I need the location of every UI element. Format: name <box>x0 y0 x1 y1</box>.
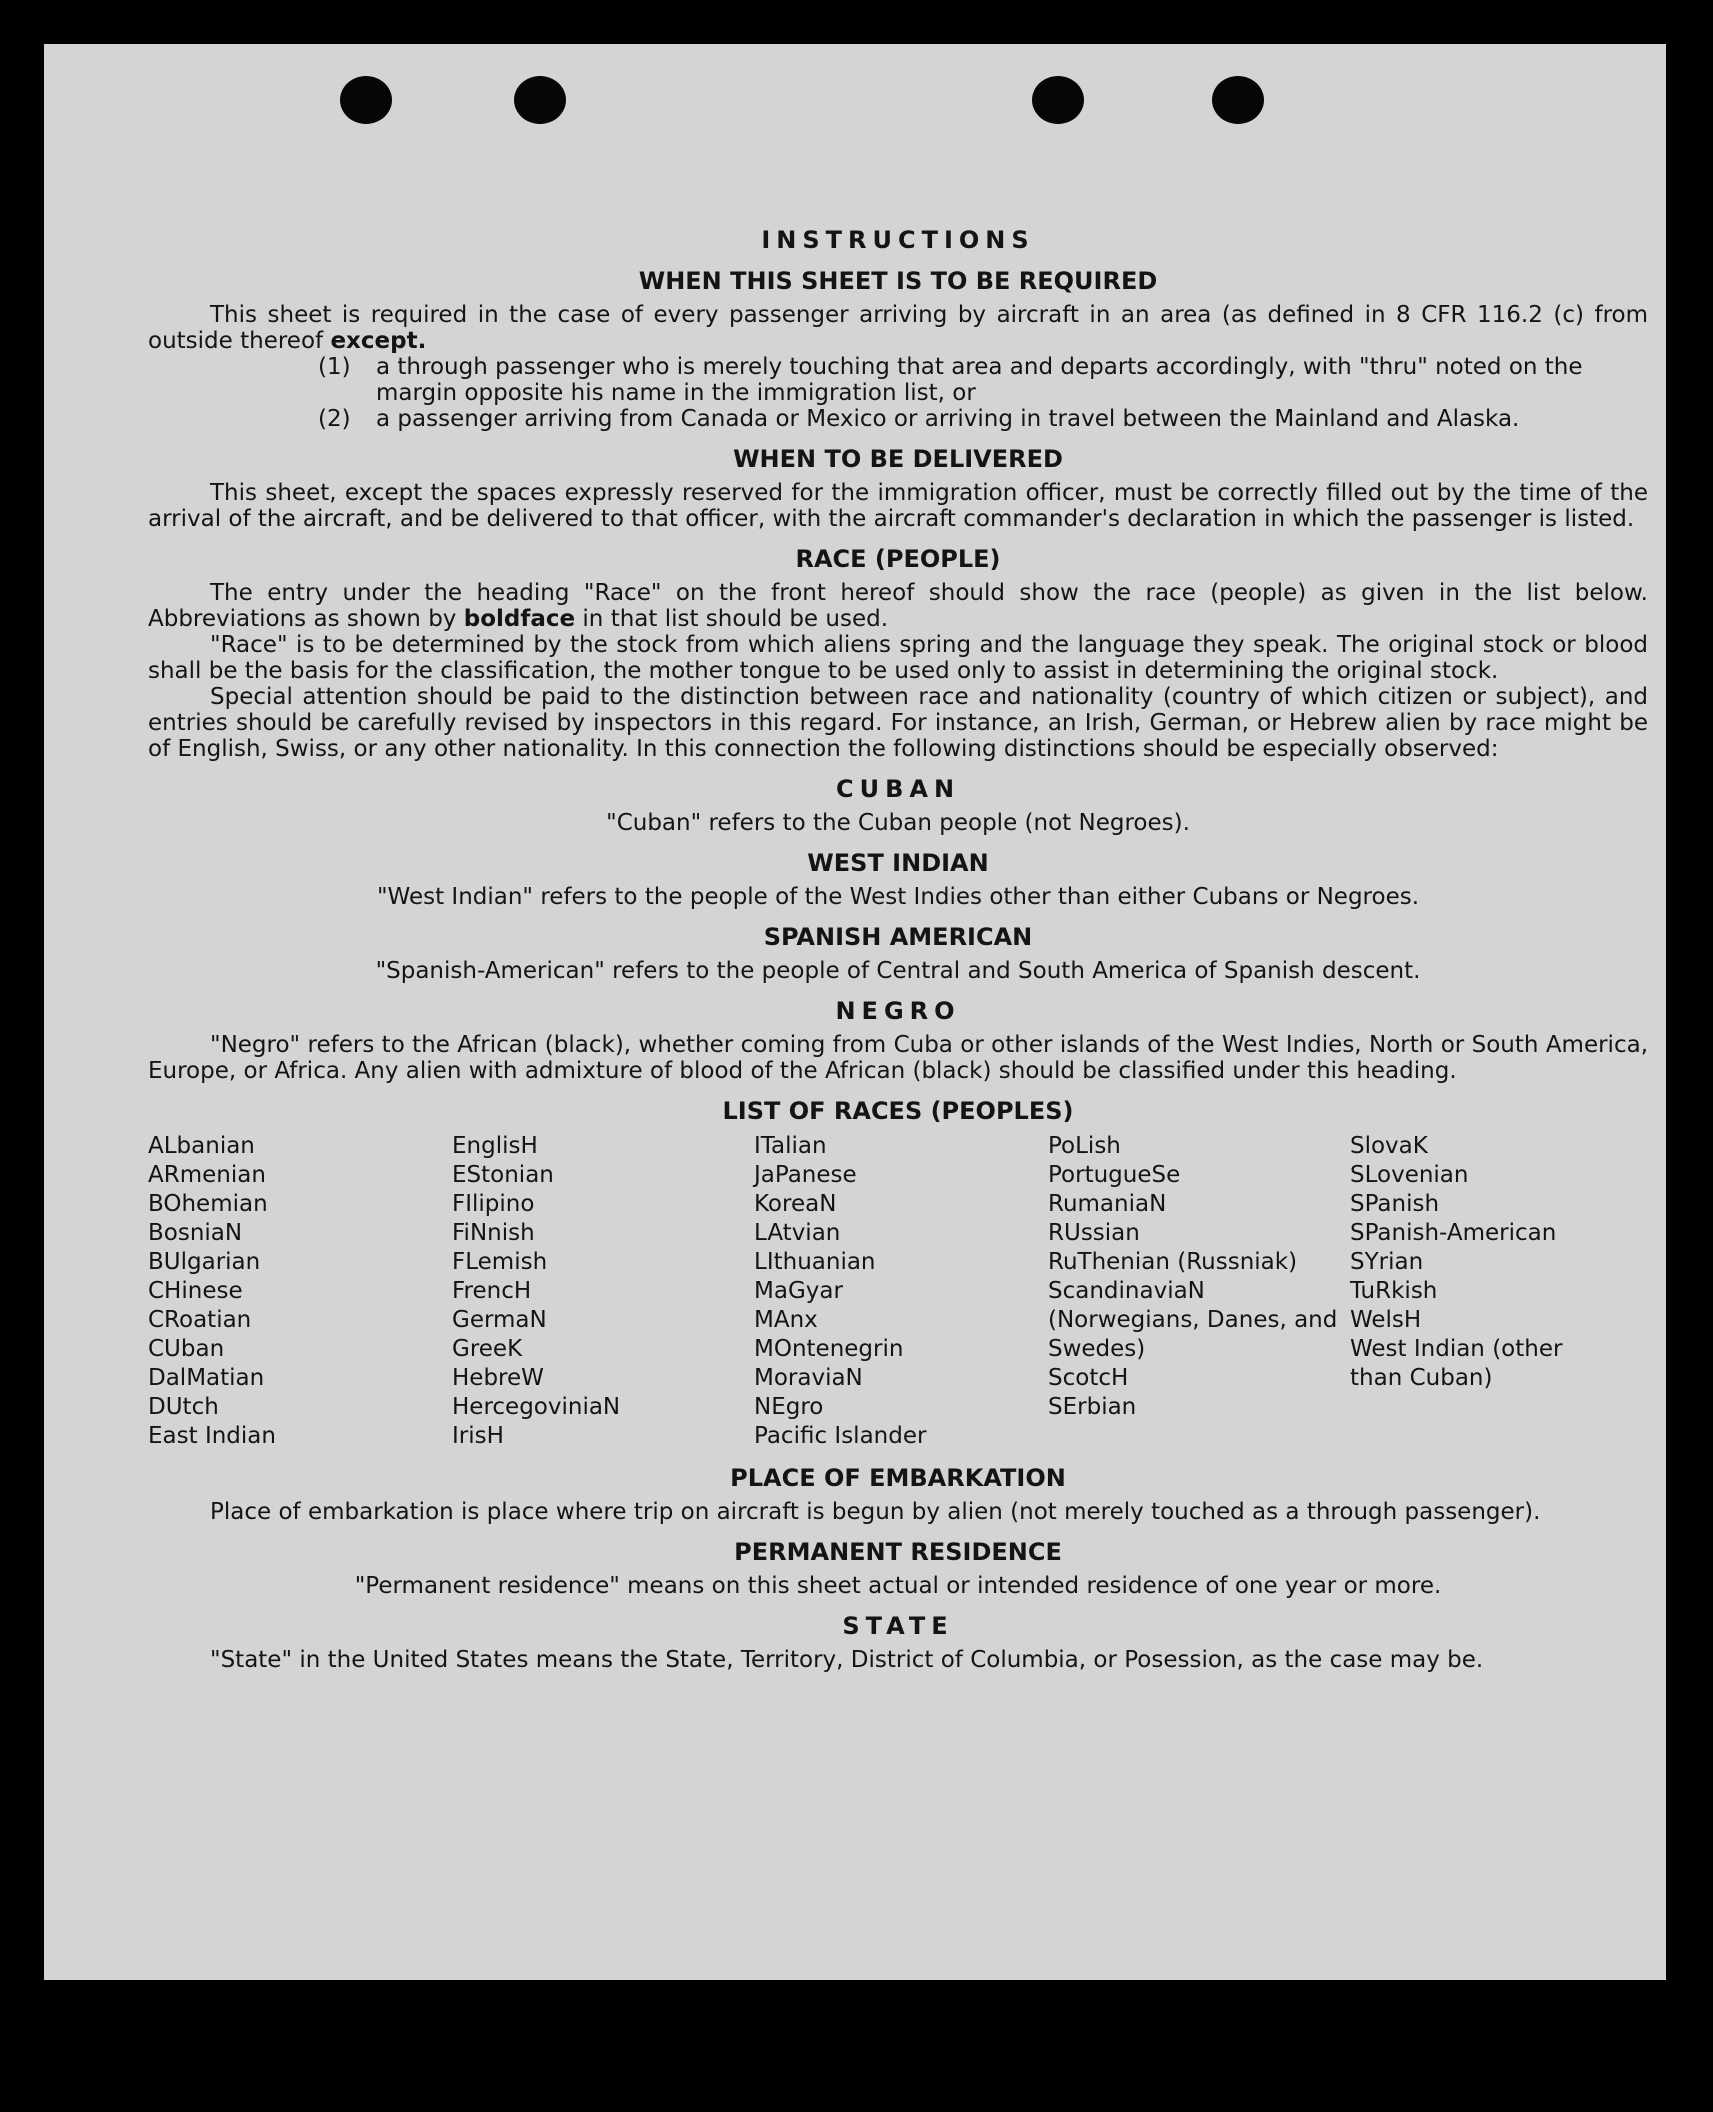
race-item: BosniaN <box>148 1220 243 1246</box>
race-item: FiNnish <box>452 1220 535 1246</box>
race-item: LIthuanian <box>754 1249 876 1275</box>
race-item: SErbian <box>1048 1394 1137 1420</box>
race-text-2: "Race" is to be determined by the stock from which aliens spring and the language they speak. The original stock or blood shall be the basis for the classification, the mother tongue to be used only to assist in determining the original stock. <box>148 632 1648 684</box>
section-heading-race: RACE (PEOPLE) <box>795 545 1001 573</box>
race-column <box>1048 1132 1350 1451</box>
required-text: This sheet is required in the case of every passenger arriving by aircraft in an area (as defined in 8 CFR 116.2 (c) from outside thereof except. <box>148 302 1648 354</box>
punch-hole <box>1212 76 1264 124</box>
section-heading-west-indian: WEST INDIAN <box>807 849 989 877</box>
race-item: HebreW <box>452 1365 544 1391</box>
page-title: INSTRUCTIONS <box>761 226 1035 254</box>
race-item: East Indian <box>148 1423 276 1449</box>
list-item: (2) a passenger arriving from Canada or Mexico or arriving in travel between the Mainland and Alaska. <box>318 406 1520 432</box>
section-heading-delivered: WHEN TO BE DELIVERED <box>733 445 1063 473</box>
race-item: ScotcH <box>1048 1365 1129 1391</box>
except-bold: except. <box>330 328 427 354</box>
race-item: KoreaN <box>754 1191 837 1217</box>
race-item: ARmenian <box>148 1162 266 1188</box>
race-item: FIlipino <box>452 1191 535 1217</box>
race-item: MaGyar <box>754 1278 843 1304</box>
race-column <box>754 1132 1048 1451</box>
section-heading-list-of-races: LIST OF RACES (PEOPLES) <box>722 1097 1074 1125</box>
west-indian-text: "West Indian" refers to the people of the West Indies other than either Cubans or Negroes. <box>376 884 1420 910</box>
race-item: MoraviaN <box>754 1365 863 1391</box>
negro-text: "Negro" refers to the African (black), whether coming from Cuba or other islands of the West Indies, North or South America, Europe, or Africa. Any alien with admixture of blood of the African (black) should be classified under this heading. <box>148 1032 1648 1084</box>
race-item: BOhemian <box>148 1191 268 1217</box>
race-item: DUtch <box>148 1394 219 1420</box>
race-item: NEgro <box>754 1394 824 1420</box>
list-item: (1) a through passenger who is merely touching that area and departs accordingly, with "thru" noted on the margin opposite his name in the immigration list, or <box>318 354 1583 406</box>
instructions-content <box>148 184 1648 1673</box>
section-heading-embarkation: PLACE OF EMBARKATION <box>730 1464 1066 1492</box>
section-heading-required: WHEN THIS SHEET IS TO BE REQUIRED <box>638 267 1158 295</box>
race-item: SLovenian <box>1350 1162 1469 1188</box>
punch-hole <box>340 76 392 124</box>
race-item: WelsH <box>1350 1307 1422 1333</box>
race-column <box>1350 1132 1610 1451</box>
spanish-american-text: "Spanish-American" refers to the people of Central and South America of Spanish descent. <box>375 958 1421 984</box>
race-item: MOntenegrin <box>754 1336 904 1362</box>
race-item: RUssian <box>1048 1220 1140 1246</box>
section-heading-residence: PERMANENT RESIDENCE <box>734 1538 1062 1566</box>
race-item: ALbanian <box>148 1133 255 1159</box>
race-item: SPanish <box>1350 1191 1440 1217</box>
race-item: JaPanese <box>754 1162 857 1188</box>
race-item: SPanish-American <box>1350 1220 1557 1246</box>
race-item: Pacific Islander <box>754 1423 927 1449</box>
race-item: HercegoviniaN <box>452 1394 621 1420</box>
race-item: MAnx <box>754 1307 818 1333</box>
section-heading-state: STATE <box>842 1612 954 1640</box>
race-item: SYrian <box>1350 1249 1424 1275</box>
race-item: TuRkish <box>1350 1278 1438 1304</box>
race-item: RumaniaN <box>1048 1191 1167 1217</box>
race-item: FrencH <box>452 1278 532 1304</box>
race-item: EStonian <box>452 1162 554 1188</box>
race-item: ITalian <box>754 1133 827 1159</box>
race-item: DalMatian <box>148 1365 265 1391</box>
race-item: RuThenian (Russniak) <box>1048 1249 1298 1275</box>
state-text: "State" in the United States means the State, Territory, District of Columbia, or Posession, as the case may be. <box>210 1647 1484 1673</box>
race-item: CHinese <box>148 1278 243 1304</box>
punch-hole <box>1032 76 1084 124</box>
race-column <box>452 1132 754 1451</box>
race-list <box>148 1132 1648 1451</box>
race-item: BUlgarian <box>148 1249 261 1275</box>
section-heading-cuban: CUBAN <box>835 775 961 803</box>
residence-text: "Permanent residence" means on this sheet actual or intended residence of one year or more. <box>354 1573 1442 1599</box>
race-item: FLemish <box>452 1249 548 1275</box>
document-page <box>44 44 1666 1980</box>
embarkation-text: Place of embarkation is place where trip on aircraft is begun by alien (not merely touched as a through passenger). <box>210 1499 1541 1525</box>
section-heading-spanish-american: SPANISH AMERICAN <box>763 923 1033 951</box>
boldface-word: boldface <box>463 606 576 632</box>
race-item: IrisH <box>452 1423 504 1449</box>
race-item: EnglisH <box>452 1133 538 1159</box>
delivered-text: This sheet, except the spaces expressly reserved for the immigration officer, must be correctly filled out by the time of the arrival of the aircraft, and be delivered to that officer, with the aircraft commander's declaration in which the passenger is listed. <box>148 480 1648 532</box>
race-item: LAtvian <box>754 1220 841 1246</box>
race-column <box>148 1132 452 1451</box>
race-item: CRoatian <box>148 1307 252 1333</box>
race-item: West Indian (other than Cuban) <box>1350 1336 1563 1391</box>
race-text-3: Special attention should be paid to the distinction between race and nationality (country of which citizen or subject), and entries should be carefully revised by inspectors in this regard. For instance, an Irish, German, or Hebrew alien by race might be of English, Swiss, or any other nationality. In this connection the following distinctions should be especially observed: <box>148 684 1648 762</box>
cuban-text: "Cuban" refers to the Cuban people (not Negroes). <box>606 810 1190 836</box>
race-item: SlovaK <box>1350 1133 1428 1159</box>
race-item: ScandinaviaN (Norwegians, Danes, and Swedes) <box>1048 1278 1338 1362</box>
race-item: GermaN <box>452 1307 547 1333</box>
punch-hole <box>514 76 566 124</box>
race-item: PortugueSe <box>1048 1162 1181 1188</box>
race-item: GreeK <box>452 1336 523 1362</box>
race-text-1: The entry under the heading "Race" on the front hereof should show the race (people) as given in the list below. Abbreviations as shown by boldface in that list should be used. <box>148 580 1648 632</box>
section-heading-negro: NEGRO <box>835 997 961 1025</box>
race-item: CUban <box>148 1336 225 1362</box>
race-item: PoLish <box>1048 1133 1121 1159</box>
